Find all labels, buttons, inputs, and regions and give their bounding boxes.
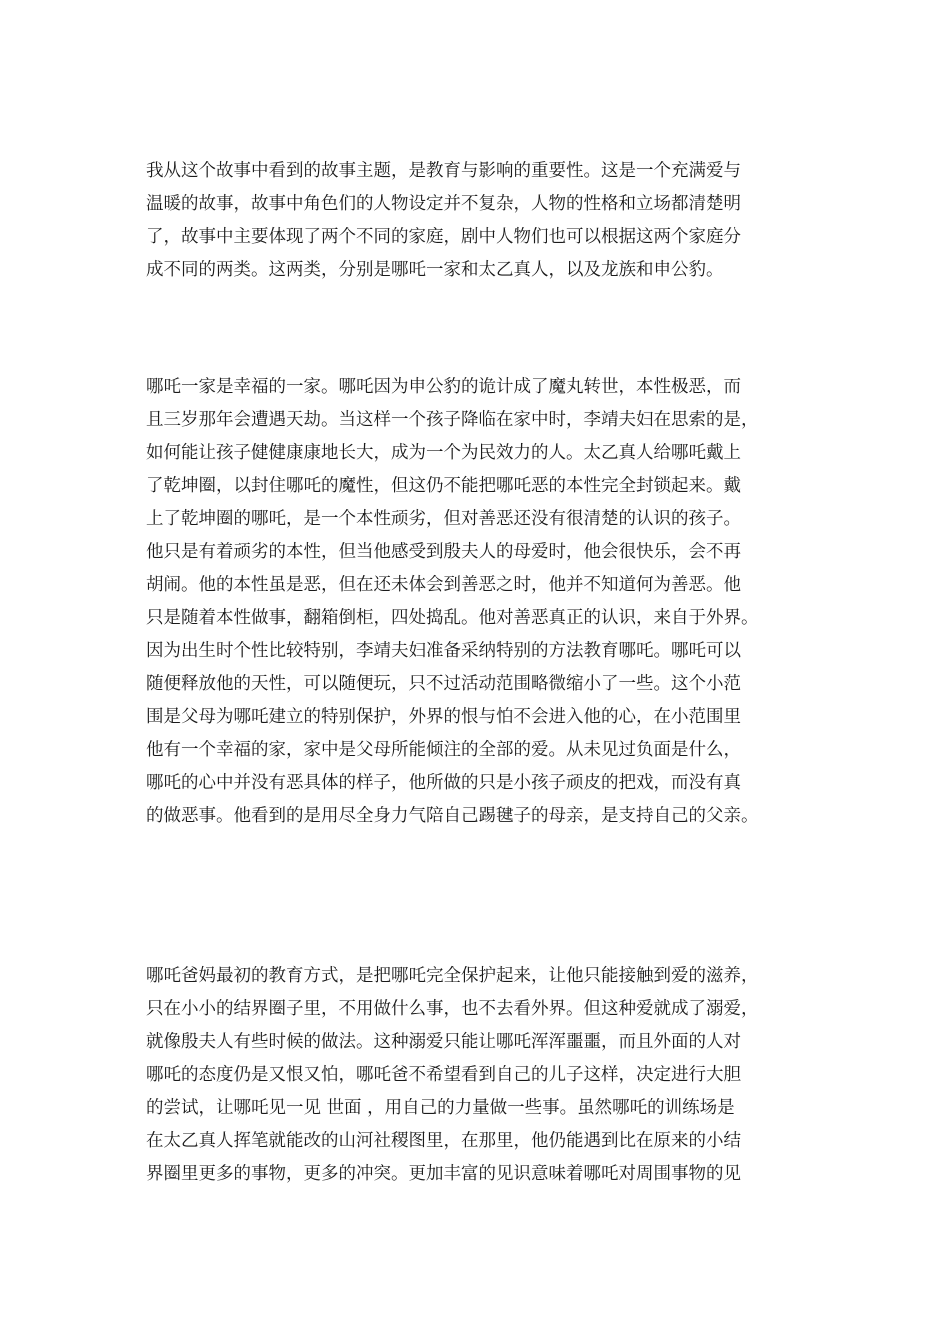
text-line: 成不同的两类。这两类，分别是哪吒一家和太乙真人，以及龙族和申公豹。 — [146, 260, 724, 280]
text-line: 温暖的故事，故事中角色们的人物设定并不复杂，人物的性格和立场都清楚明 — [146, 194, 741, 214]
text-line: 他只是有着顽劣的本性，但当他感受到殷夫人的母爱时，他会很快乐，会不再 — [146, 542, 741, 562]
text-line: 只在小小的结界圈子里，不用做什么事，也不去看外界。但这种爱就成了溺爱， — [146, 999, 759, 1019]
text-line: 只是随着本性做事，翻箱倒柜，四处捣乱。他对善恶真正的认识，来自于外界。 — [146, 608, 759, 628]
text-line: 如何能让孩子健健康康地长大，成为一个为民效力的人。太乙真人给哪吒戴上 — [146, 443, 741, 463]
text-line: 哪吒的心中并没有恶具体的样子，他所做的只是小孩子顽皮的把戏，而没有真 — [146, 773, 741, 793]
paragraph-nezha-family — [146, 371, 826, 833]
text-line: 上了乾坤圈的哪吒，是一个本性顽劣，但对善恶还没有很清楚的认识的孩子。 — [146, 509, 741, 529]
text-line: 在太乙真人挥笔就能改的山河社稷图里，在那里，他仍能遇到比在原来的小结 — [146, 1131, 741, 1151]
text-line: 胡闹。他的本性虽是恶，但在还未体会到善恶之时，他并不知道何为善恶。他 — [146, 575, 741, 595]
paragraph-parents-education — [146, 960, 826, 1191]
text-line: 就像殷夫人有些时候的做法。这种溺爱只能让哪吒浑浑噩噩，而且外面的人对 — [146, 1032, 741, 1052]
text-line: 哪吒爸妈最初的教育方式，是把哪吒完全保护起来，让他只能接触到爱的滋养， — [146, 966, 759, 986]
paragraph-story-theme — [146, 155, 826, 287]
text-line: 我从这个故事中看到的故事主题，是教育与影响的重要性。这是一个充满爱与 — [146, 161, 741, 181]
text-line: 围是父母为哪吒建立的特别保护，外界的恨与怕不会进入他的心，在小范围里 — [146, 707, 741, 727]
text-line: 了乾坤圈，以封住哪吒的魔性，但这仍不能把哪吒恶的本性完全封锁起来。戴 — [146, 476, 741, 496]
text-line: 因为出生时个性比较特别，李靖夫妇准备采纳特别的方法教育哪吒。哪吒可以 — [146, 641, 741, 661]
text-line: 的做恶事。他看到的是用尽全身力气陪自己踢毽子的母亲，是支持自己的父亲。 — [146, 806, 759, 826]
text-line: 随便释放他的天性，可以随便玩，只不过活动范围略微缩小了一些。这个小范 — [146, 674, 741, 694]
text-line: 哪吒的态度仍是又恨又怕，哪吒爸不希望看到自己的儿子这样，决定进行大胆 — [146, 1065, 741, 1085]
text-line: 他有一个幸福的家，家中是父母所能倾注的全部的爱。从未见过负面是什么， — [146, 740, 741, 760]
text-line: 且三岁那年会遭遇天劫。当这样一个孩子降临在家中时，李靖夫妇在思索的是， — [146, 410, 759, 430]
text-line: 了，故事中主要体现了两个不同的家庭，剧中人物们也可以根据这两个家庭分 — [146, 227, 741, 247]
text-line: 界圈里更多的事物，更多的冲突。更加丰富的见识意味着哪吒对周围事物的见 — [146, 1164, 741, 1184]
text-line: 哪吒一家是幸福的一家。哪吒因为申公豹的诡计成了魔丸转世，本性极恶，而 — [146, 377, 741, 397]
text-line: 的尝试，让哪吒见一见 世面 ，用自己的力量做一些事。虽然哪吒的训练场是 — [146, 1098, 735, 1118]
